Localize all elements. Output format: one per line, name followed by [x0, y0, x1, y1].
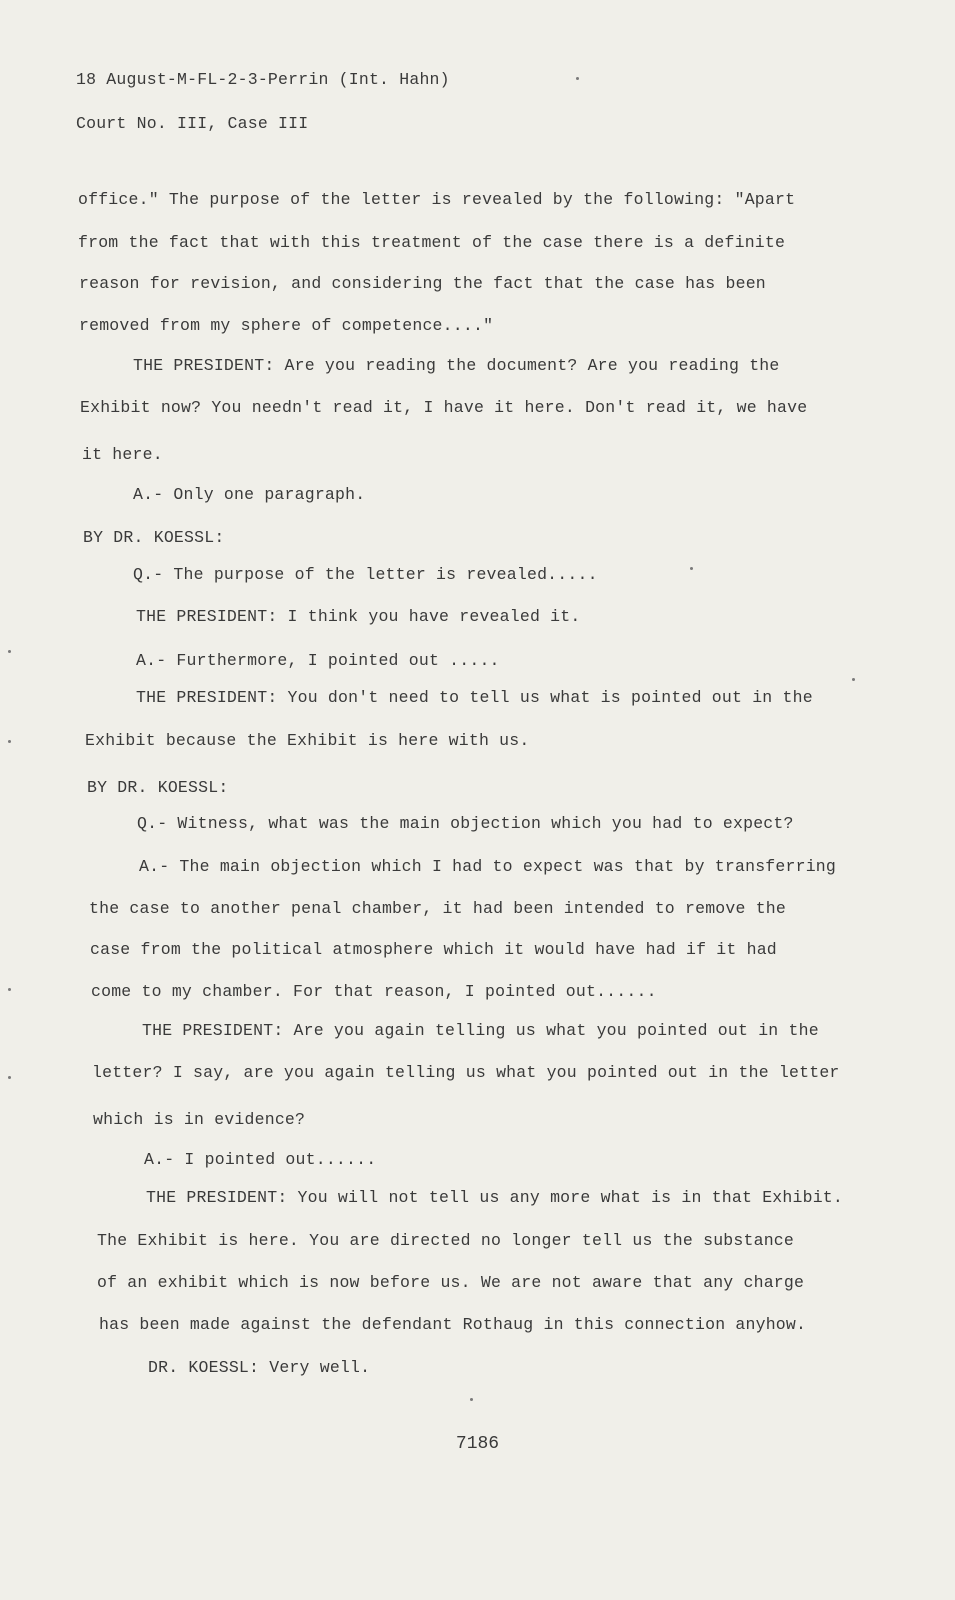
text-line: has been made against the defendant Rothaug in this connection anyhow. [99, 1315, 807, 1334]
text-line: THE PRESIDENT: I think you have revealed it. [136, 607, 581, 626]
text-line: THE PRESIDENT: You don't need to tell us what is pointed out in the [136, 688, 813, 707]
text-line: A.- Furthermore, I pointed out ..... [136, 651, 500, 670]
text-line: THE PRESIDENT: You will not tell us any more what is in that Exhibit. [146, 1188, 844, 1207]
text-line: come to my chamber. For that reason, I pointed out...... [91, 982, 657, 1001]
text-line: THE PRESIDENT: Are you reading the document? Are you reading the [133, 356, 780, 375]
text-line: letter? I say, are you again telling us what you pointed out in the letter [92, 1063, 840, 1082]
paper-speck [690, 567, 693, 570]
paper-speck [852, 678, 855, 681]
text-line: Q.- Witness, what was the main objection which you had to expect? [137, 814, 794, 833]
text-line: THE PRESIDENT: Are you again telling us what you pointed out in the [142, 1021, 819, 1040]
header-line-2: Court No. III, Case III [76, 114, 309, 133]
text-line: BY DR. KOESSL: [83, 528, 225, 547]
text-line: case from the political atmosphere which it would have had if it had [90, 940, 777, 959]
text-line: A.- The main objection which I had to expect was that by transferring [139, 857, 837, 876]
text-line: which is in evidence? [93, 1110, 306, 1129]
text-line: it here. [82, 445, 163, 464]
header-line-1: 18 August-M-FL-2-3-Perrin (Int. Hahn) [76, 70, 450, 89]
text-line: reason for revision, and considering the fact that the case has been [79, 274, 766, 293]
text-line: removed from my sphere of competence...." [79, 316, 494, 335]
text-line: BY DR. KOESSL: [87, 778, 229, 797]
text-line: A.- I pointed out...... [144, 1150, 377, 1169]
paper-speck [8, 740, 11, 743]
text-line: Exhibit because the Exhibit is here with us. [85, 731, 530, 750]
page-number: 7186 [455, 1434, 500, 1454]
text-line: of an exhibit which is now before us. We are not aware that any charge [97, 1273, 805, 1292]
text-line: DR. KOESSL: Very well. [148, 1358, 371, 1377]
paper-speck [576, 77, 579, 80]
paper-speck [8, 650, 11, 653]
text-line: from the fact that with this treatment of the case there is a definite [78, 233, 786, 252]
paper-speck [470, 1398, 473, 1401]
text-line: Exhibit now? You needn't read it, I have it here. Don't read it, we have [80, 398, 808, 417]
text-line: Q.- The purpose of the letter is revealed..... [133, 565, 598, 584]
paper-speck [8, 1076, 11, 1079]
text-line: the case to another penal chamber, it had been intended to remove the [89, 899, 787, 918]
text-line: The Exhibit is here. You are directed no longer tell us the substance [97, 1231, 795, 1250]
text-line: A.- Only one paragraph. [133, 485, 366, 504]
paper-speck [8, 988, 11, 991]
text-line: office." The purpose of the letter is revealed by the following: "Apart [78, 190, 796, 209]
